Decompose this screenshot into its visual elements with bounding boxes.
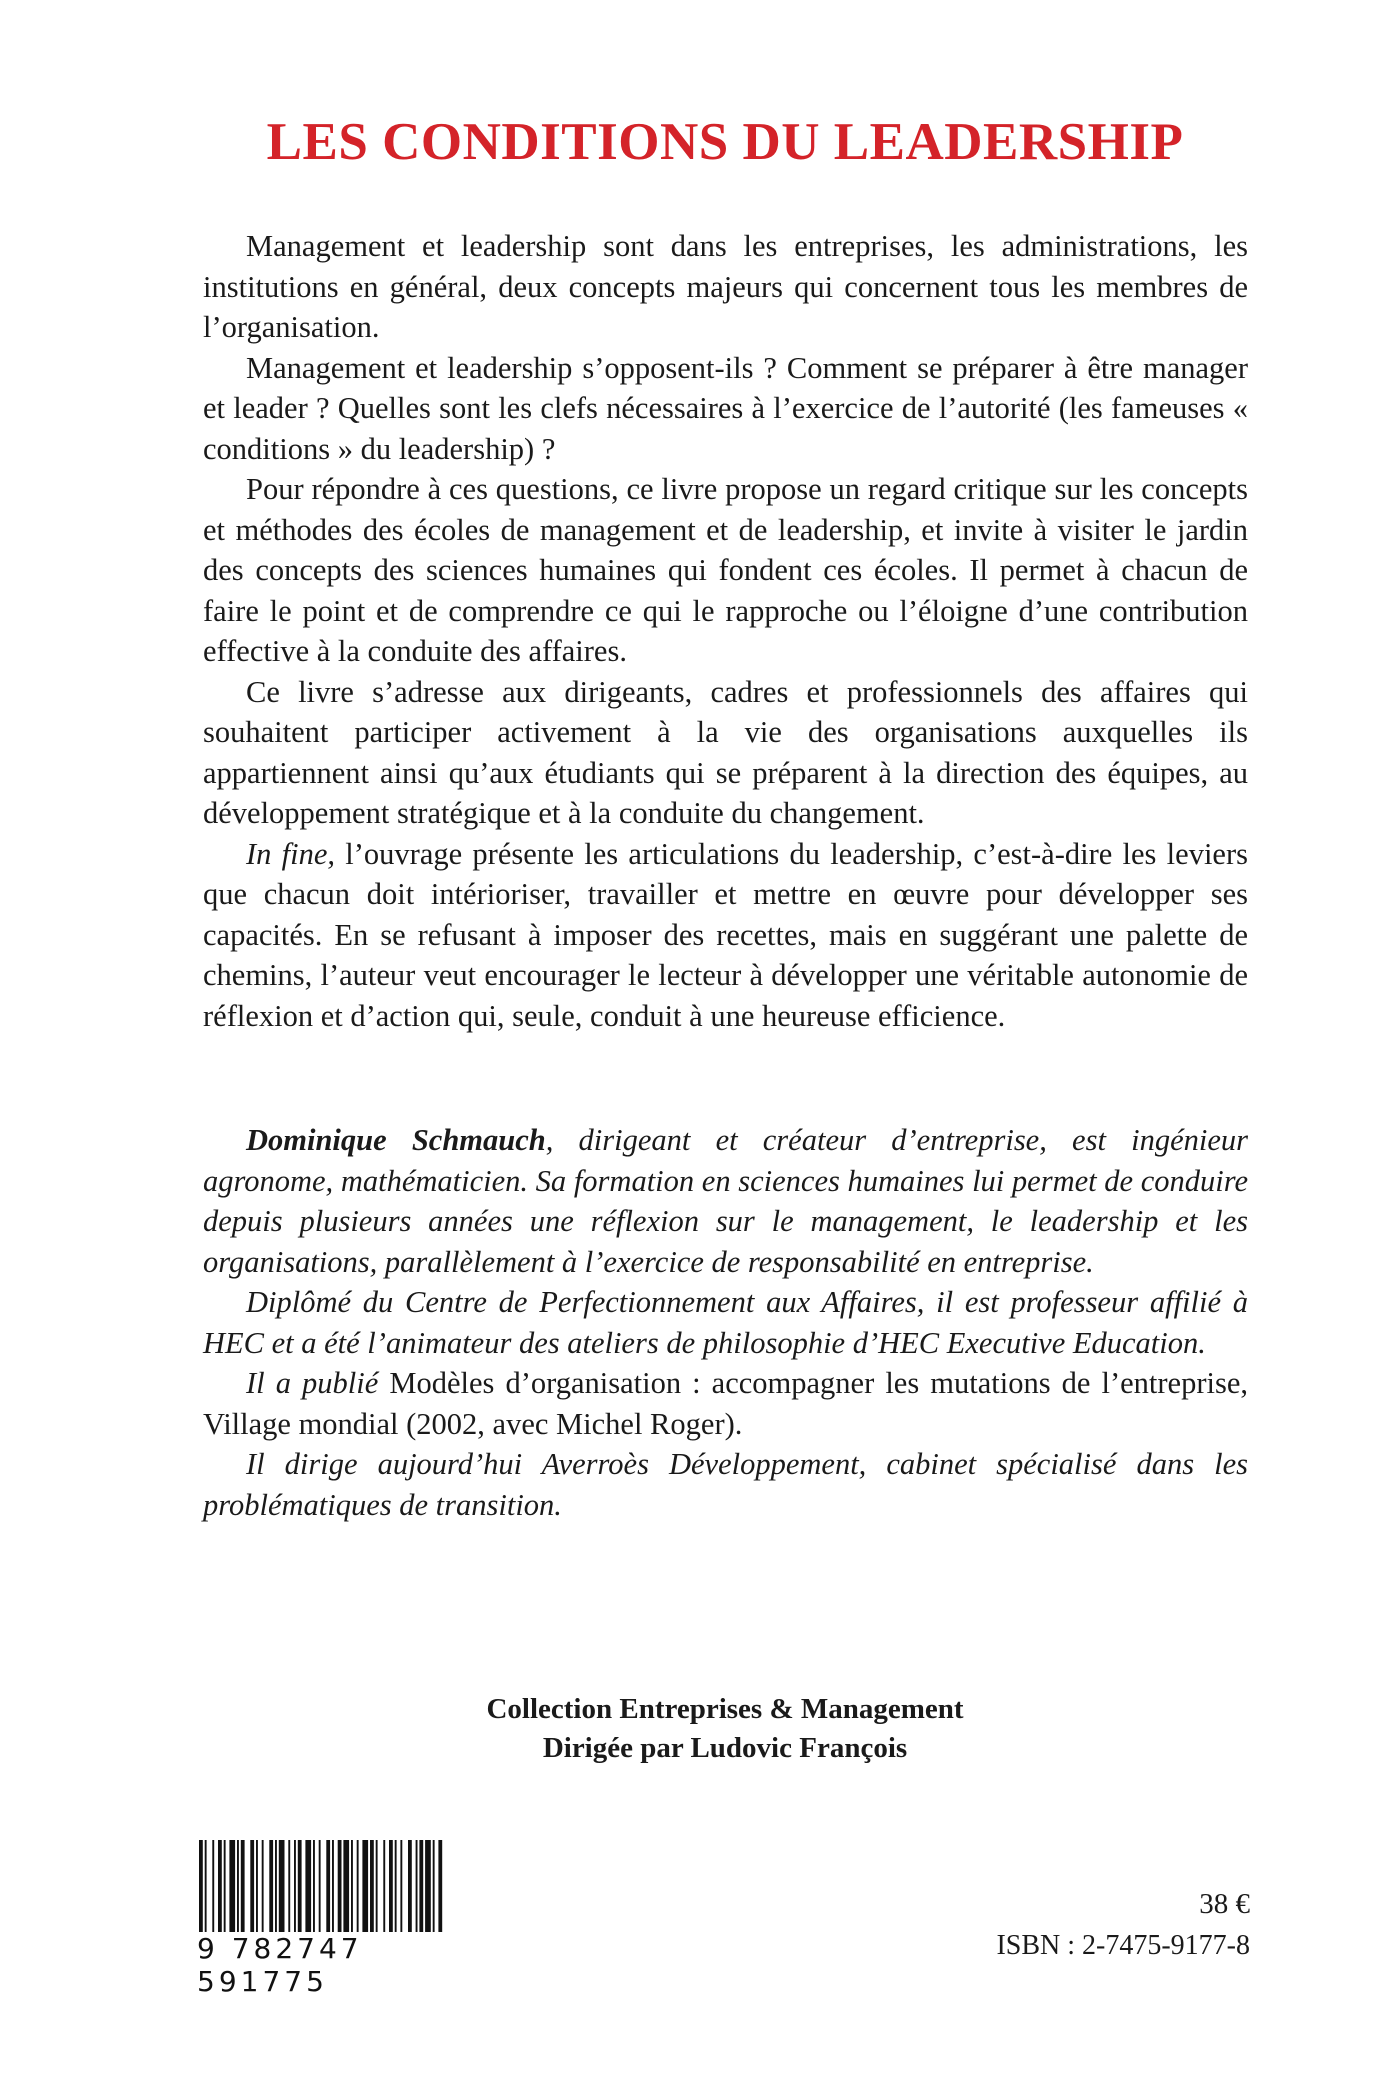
barcode-bar bbox=[395, 1840, 397, 1932]
barcode-bar bbox=[224, 1840, 226, 1932]
published-rest: Modèles d’organisation : accompagner les mutations de l’entreprise, Village mondial (2002, avec Michel Roger). bbox=[203, 1366, 1248, 1441]
isbn: ISBN : 2-7475-9177-8 bbox=[996, 1930, 1250, 1961]
barcode-bar bbox=[313, 1840, 315, 1932]
published-lead: Il a publié bbox=[246, 1366, 379, 1400]
barcode-bar bbox=[199, 1840, 203, 1932]
bio-paragraph: Il dirige aujourd’hui Averroès Développement, cabinet spécialisé dans les problématiques de transition. bbox=[203, 1447, 1248, 1522]
barcode-bar bbox=[408, 1840, 412, 1932]
barcode-bar bbox=[241, 1840, 245, 1932]
barcode-bar bbox=[262, 1840, 264, 1932]
barcode-bar bbox=[438, 1840, 442, 1932]
barcode-bar bbox=[376, 1840, 378, 1932]
description-paragraph bbox=[203, 834, 1248, 1037]
description-paragraph: Management et leadership s’opposent-ils ? Comment se préparer à être manager et leader ? Quelles sont les clefs nécessaires à l’exercice de l’autorité (les fameuses « conditions » du leadership) ? bbox=[203, 350, 1248, 466]
collection-name: Collection Entreprises & Management bbox=[486, 1693, 964, 1725]
bio-paragraph bbox=[203, 1120, 1248, 1282]
barcode-bar bbox=[305, 1840, 311, 1932]
barcode-bars bbox=[197, 1840, 487, 1932]
barcode-bar bbox=[343, 1840, 349, 1932]
collection-director: Dirigée par Ludovic François bbox=[542, 1732, 908, 1764]
barcode-bar bbox=[383, 1840, 385, 1932]
barcode-bar bbox=[250, 1840, 254, 1932]
barcode-bar bbox=[229, 1840, 235, 1932]
barcode-bar bbox=[400, 1840, 402, 1932]
collection-info bbox=[0, 1690, 1400, 1768]
price: 38 € bbox=[1199, 1888, 1250, 1920]
bio-paragraph bbox=[203, 1363, 1248, 1444]
barcode-bar bbox=[319, 1840, 321, 1932]
barcode-bar bbox=[362, 1840, 368, 1932]
barcode-bar bbox=[279, 1840, 285, 1932]
barcode-bar bbox=[218, 1840, 222, 1932]
barcode-bar bbox=[326, 1840, 330, 1932]
barcode-bar bbox=[212, 1840, 214, 1932]
barcode-bar bbox=[425, 1840, 431, 1932]
description-paragraph: Management et leadership sont dans les entreprises, les administrations, les institutions en général, deux concepts majeurs qui concernent tous les membres de l’organisation. bbox=[203, 229, 1248, 344]
barcode-bar bbox=[256, 1840, 258, 1932]
description-paragraph: Ce livre s’adresse aux dirigeants, cadres et professionnels des affaires qui souhaitent participer activement à la vie des organisations auxquelles ils appartiennent ainsi qu’aux étudiants qui se préparent à la direction des équipes, au développement stratégique et à la conduite du changement. bbox=[203, 674, 1248, 830]
barcode-bar bbox=[433, 1840, 435, 1932]
barcode-bar bbox=[205, 1840, 207, 1932]
barcode-bar bbox=[275, 1840, 277, 1932]
barcode-bar bbox=[416, 1840, 418, 1932]
book-description bbox=[203, 226, 1248, 1036]
barcode-bar bbox=[294, 1840, 296, 1932]
barcode-bar bbox=[370, 1840, 374, 1932]
barcode-bar bbox=[288, 1840, 290, 1932]
barcode-bar bbox=[351, 1840, 353, 1932]
author-name: Dominique Schmauch bbox=[246, 1123, 546, 1157]
barcode-bar bbox=[332, 1840, 334, 1932]
barcode-bar bbox=[419, 1840, 423, 1932]
infine-lead: In fine, bbox=[246, 836, 336, 871]
barcode-bar bbox=[389, 1840, 393, 1932]
barcode-bar bbox=[338, 1840, 342, 1932]
description-paragraph: Pour répondre à ces questions, ce livre propose un regard critique sur les concepts et méthodes des écoles de management et de leadership, et invite à visiter le jardin des concepts des sciences humaines qui fondent ces écoles. Il permet à chacun de faire le point et de comprendre ce qui le rapproche ou l’éloigne d’une contribution effective à la conduite des affaires. bbox=[203, 472, 1248, 668]
barcode-bar bbox=[269, 1840, 273, 1932]
book-title: LES CONDITIONS DU LEADERSHIP bbox=[266, 113, 1184, 171]
barcode-digits: 9 782747 591775 bbox=[197, 1932, 363, 1998]
barcode-bar bbox=[298, 1840, 302, 1932]
barcode-bar bbox=[357, 1840, 359, 1932]
bio-paragraph: Diplômé du Centre de Perfectionnement aux Affaires, il est professeur affilié à HEC et a été l’animateur des ateliers de philosophie d’HEC Executive Education. bbox=[203, 1285, 1248, 1360]
bio-text: , dirigeant et créateur d’entreprise, est ingénieur agronome, mathématicien. Sa formation en sciences humaines lui permet de conduire depuis plusieurs années une réflexion sur le management, le leadership et les organisations, parallèlement à l’exercice de responsabilité en entreprise. bbox=[203, 1123, 1248, 1279]
barcode-bar bbox=[237, 1840, 239, 1932]
infine-rest: l’ouvrage présente les articulations du leadership, c’est-à-dire les leviers que chacun doit intérioriser, travailler et mettre en œuvre pour développer ses capacités. En se refusant à imposer des recettes, mais en suggérant une palette de chemins, l’auteur veut encourager le lecteur à développer une véritable autonomie de réflexion et d’action qui, seule, conduit à une heureuse efficience. bbox=[203, 836, 1248, 1033]
author-bio bbox=[203, 1120, 1248, 1525]
